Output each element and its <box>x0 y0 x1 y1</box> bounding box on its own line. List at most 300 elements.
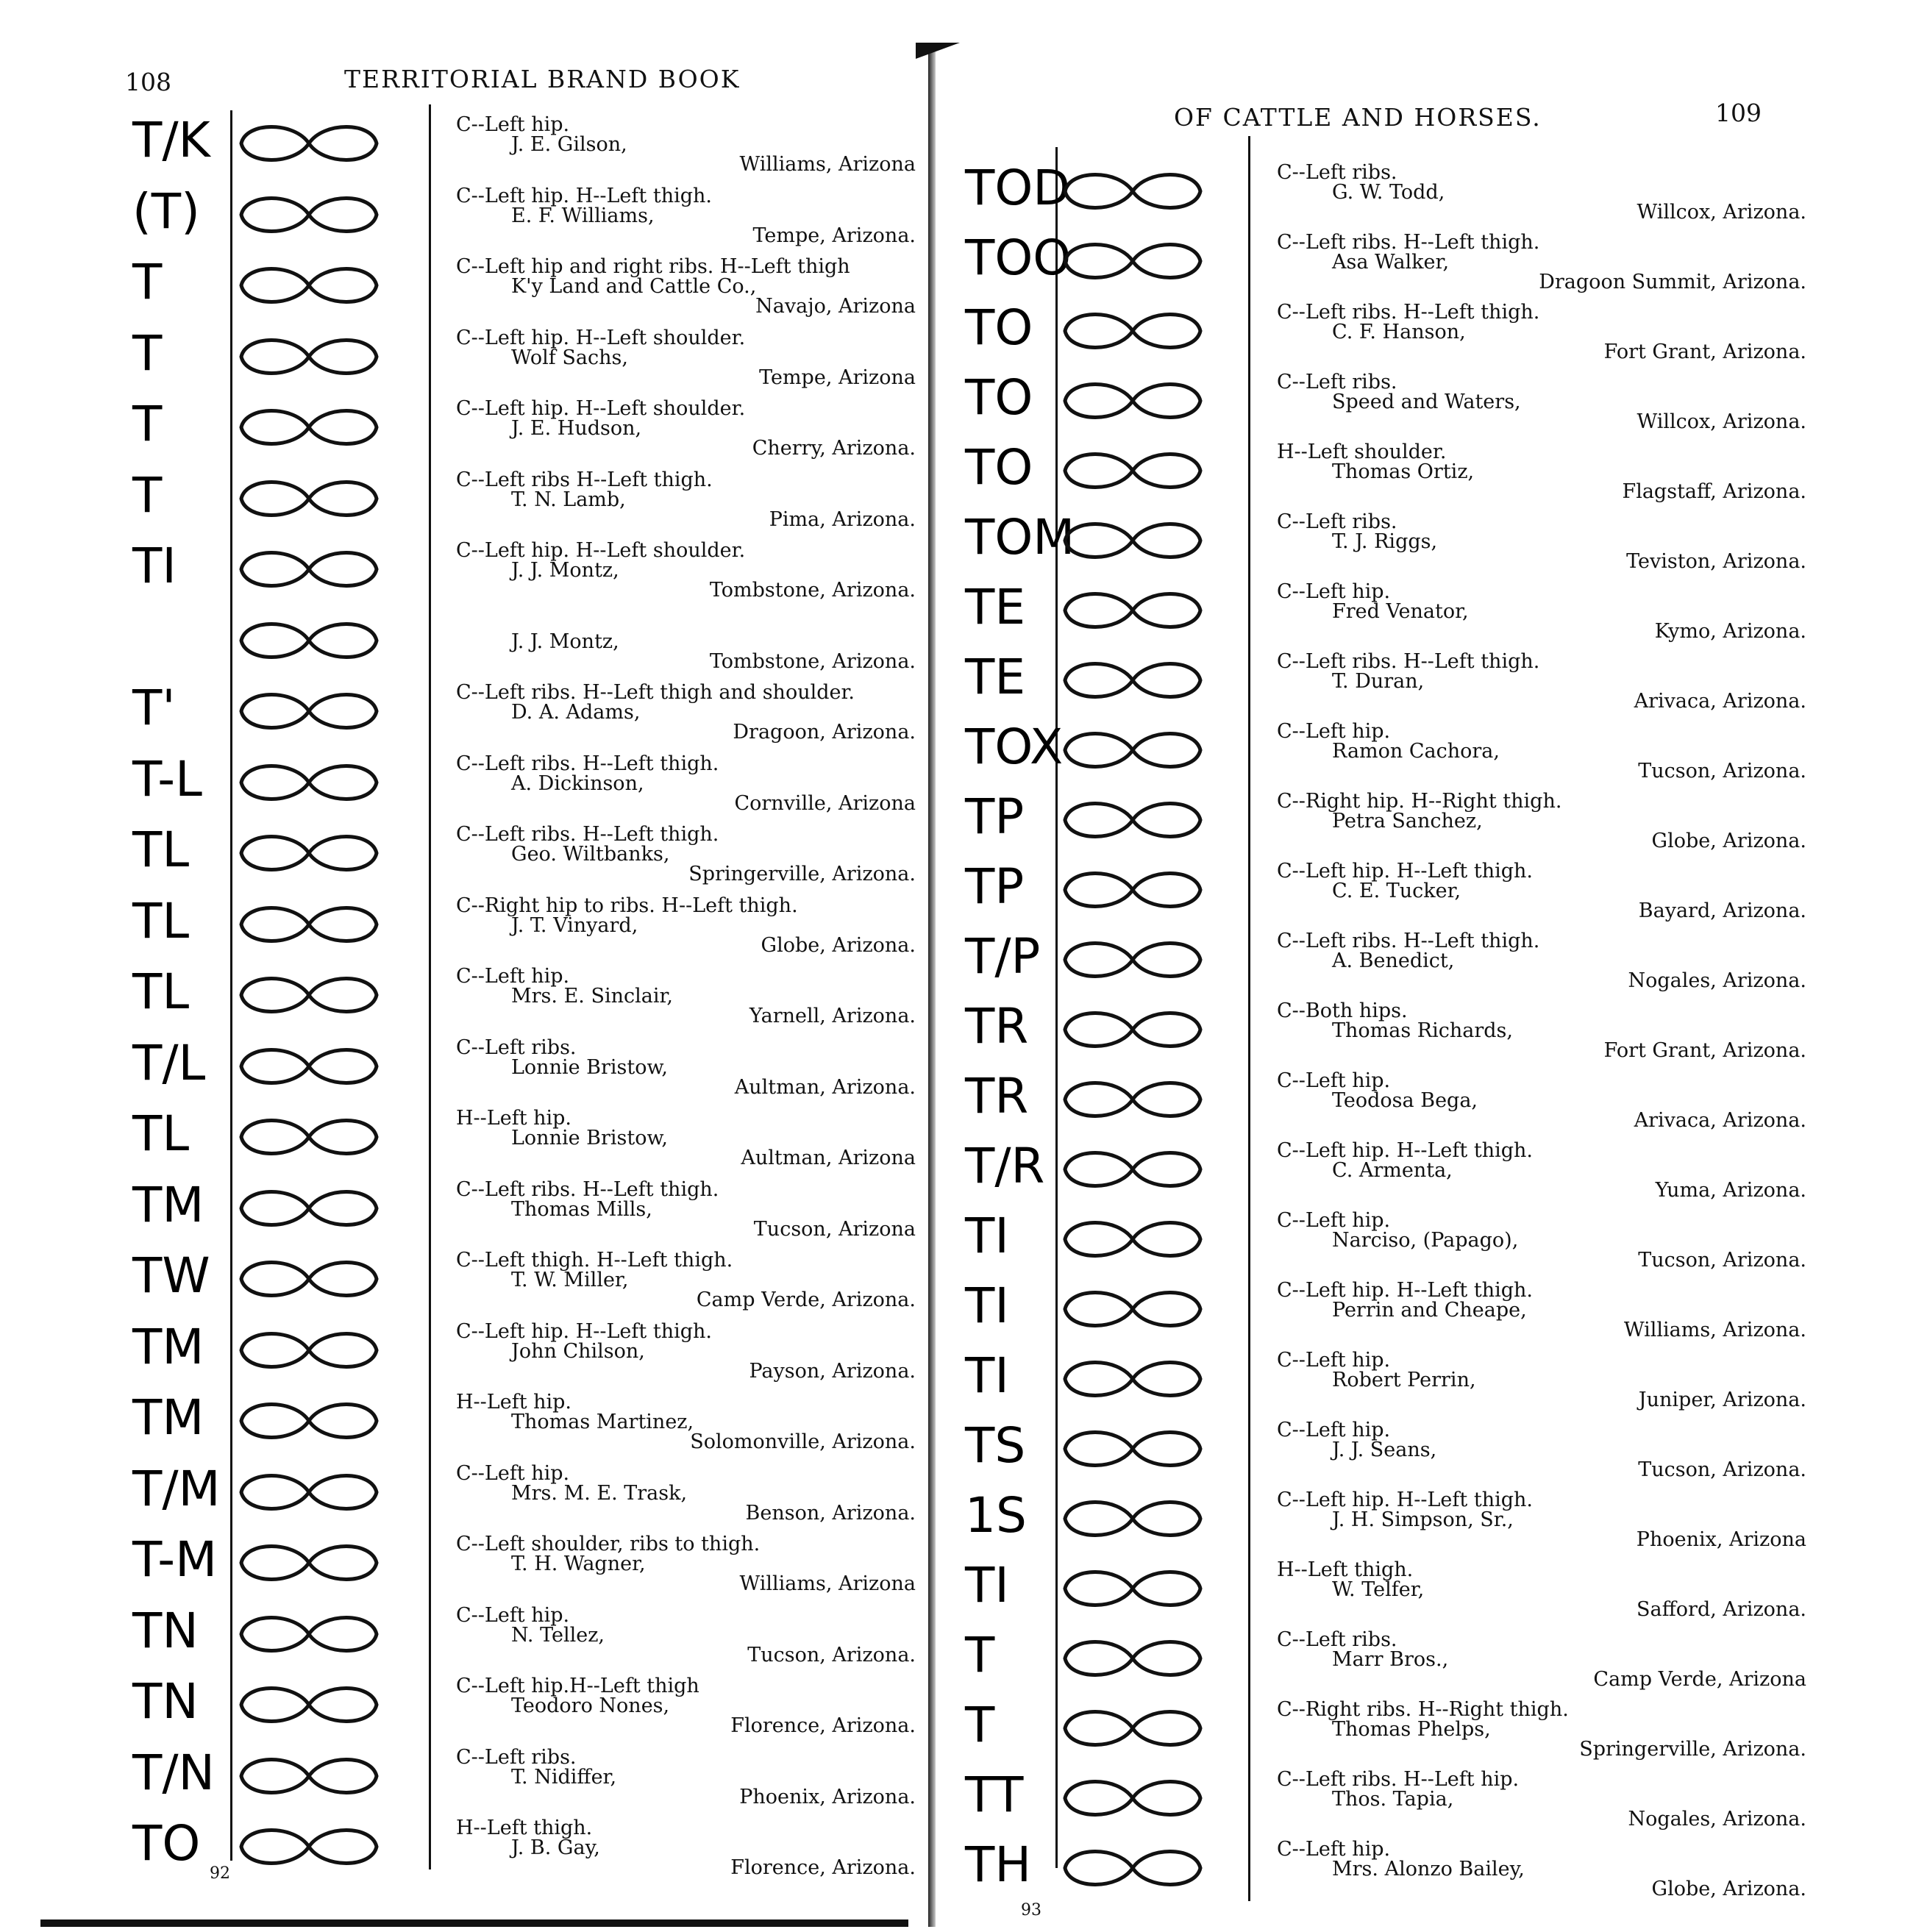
brand-location: C--Left hip. <box>456 1461 570 1485</box>
brand-entry <box>1277 302 1806 362</box>
brand-symbol: TT <box>965 1767 1024 1823</box>
owner-name: Teodosa Bega, <box>1332 1089 1478 1112</box>
brand-location: C--Left hip. H--Left thigh. <box>456 1319 712 1343</box>
earmark-icon <box>1059 1353 1206 1405</box>
owner-name: Geo. Wiltbanks, <box>511 843 670 866</box>
earmark-icon <box>235 1183 382 1234</box>
owner-name: W. Telfer, <box>1332 1578 1425 1601</box>
brand-symbol: TM <box>132 1318 204 1375</box>
owner-address: Arivaca, Arizona. <box>1634 690 1806 713</box>
owner-address: Yarnell, Arizona. <box>749 1005 916 1027</box>
earmark-icon <box>1059 724 1206 776</box>
owner-name: J. J. Montz, <box>511 630 619 653</box>
earmark-icon <box>235 1111 382 1163</box>
owner-address: Kymo, Arizona. <box>1654 620 1806 643</box>
brand-location: C--Left hip and right ribs. H--Left thigh <box>456 255 850 278</box>
owner-name: J. T. Vinyard, <box>511 913 638 937</box>
brand-location: C--Right hip to ribs. H--Left thigh. <box>456 894 798 917</box>
owner-address: Globe, Arizona. <box>1651 1878 1806 1900</box>
column-rule-right <box>1248 136 1250 1901</box>
brand-entry <box>1277 1280 1806 1340</box>
brand-entry <box>1277 372 1806 432</box>
brand-symbol: TOX <box>965 719 1064 775</box>
brand-location: C--Left ribs. <box>1277 1628 1397 1651</box>
brand-symbol: TL <box>132 821 190 878</box>
earmark-icon <box>1059 934 1206 985</box>
brand-entry <box>456 1392 916 1452</box>
brand-location: C--Left ribs. <box>1277 510 1397 533</box>
brand-entry <box>456 541 916 600</box>
page-header-right: OF CATTLE AND HORSES. <box>1174 103 1542 132</box>
earmark-icon <box>235 615 382 666</box>
brand-symbol: TS <box>965 1417 1026 1474</box>
brand-location: H--Left thigh. <box>1277 1558 1414 1581</box>
earmark-icon <box>235 1325 382 1376</box>
earmark-icon <box>235 685 382 737</box>
owner-address: Tucson, Arizona. <box>1638 1249 1806 1272</box>
brand-symbol: TP <box>965 858 1025 915</box>
brand-entry <box>456 328 916 388</box>
brand-entry <box>456 1035 916 1099</box>
earmark-icon <box>1059 1144 1206 1195</box>
brand-symbol: TI <box>965 1347 1009 1404</box>
owner-name: Fred Venator, <box>1332 600 1469 623</box>
brand-entry <box>1277 1350 1806 1410</box>
brand-symbol: T/M <box>132 1460 221 1517</box>
earmark-icon <box>1059 655 1206 706</box>
owner-address: Fort Grant, Arizona. <box>1603 341 1806 363</box>
earmark-icon <box>1059 165 1206 217</box>
brand-entry <box>456 612 916 671</box>
earmark-icon <box>1059 1772 1206 1824</box>
brand-symbol: TI <box>132 538 177 594</box>
brand-entry <box>1277 1211 1806 1270</box>
owner-name: Mrs. E. Sinclair, <box>511 985 673 1008</box>
brand-symbol: 1S <box>965 1487 1027 1544</box>
owner-name: C. Armenta, <box>1332 1159 1453 1182</box>
brand-location: C--Left hip. H--Left thigh. <box>1277 1279 1533 1302</box>
brand-entry <box>1277 1560 1806 1619</box>
brand-location: H--Left thigh. <box>456 1817 593 1839</box>
owner-name: Mrs. M. E. Trask, <box>511 1481 688 1505</box>
brand-entry <box>1277 721 1806 781</box>
earmark-icon <box>1059 585 1206 636</box>
brand-entry <box>456 754 916 813</box>
owner-address: Fort Grant, Arizona. <box>1603 1039 1806 1062</box>
brand-entry <box>456 399 916 458</box>
earmark-icon <box>235 1821 382 1872</box>
owner-address: Cornville, Arizona <box>734 791 916 815</box>
owner-name: K'y Land and Cattle Co., <box>511 275 757 298</box>
brand-entry <box>1277 512 1806 571</box>
earmark-icon <box>235 1466 382 1518</box>
earmark-icon <box>1059 515 1206 566</box>
brand-entry <box>1277 1700 1806 1759</box>
brand-location: C--Left ribs. H--Left thigh. <box>1277 930 1540 952</box>
footnote-left: 92 <box>210 1864 230 1883</box>
owner-address: Springerville, Arizona. <box>688 863 916 885</box>
brand-location: C--Left hip. <box>1277 1419 1391 1441</box>
brand-entry <box>456 682 916 742</box>
left-page <box>0 0 927 1932</box>
brand-location: C--Both hips. <box>1277 999 1408 1022</box>
brand-symbol: T/N <box>132 1744 215 1801</box>
brand-location: C--Left hip. H--Left thigh. <box>1277 1489 1533 1511</box>
brand-entry <box>456 186 916 246</box>
earmark-icon <box>1059 1004 1206 1055</box>
brand-location: C--Right hip. H--Right thigh. <box>1277 790 1562 813</box>
brand-entry <box>1277 652 1806 711</box>
earmark-icon <box>1059 375 1206 427</box>
earmark-icon <box>235 1750 382 1802</box>
brand-location: C--Left hip. <box>1277 1209 1391 1232</box>
owner-address: Tempe, Arizona. <box>752 224 916 247</box>
owner-name: Lonnie Bristow, <box>511 1127 668 1149</box>
owner-name: G. W. Todd, <box>1332 181 1445 204</box>
owner-name: Robert Perrin, <box>1332 1369 1476 1391</box>
earmark-icon <box>1059 794 1206 846</box>
earmark-icon <box>235 402 382 453</box>
brand-entry <box>456 470 916 530</box>
brand-entry <box>1277 232 1806 292</box>
brand-symbol: TE <box>965 579 1026 635</box>
owner-address: Safford, Arizona. <box>1637 1598 1806 1621</box>
earmark-icon <box>1059 1633 1206 1684</box>
brand-symbol: TN <box>132 1673 199 1730</box>
owner-name: A. Benedict, <box>1332 949 1455 972</box>
owner-name: D. A. Adams, <box>511 701 641 724</box>
owner-name: Thomas Ortiz, <box>1332 460 1475 483</box>
brand-symbol: T/R <box>965 1138 1045 1194</box>
brand-symbol: TL <box>132 963 190 1020</box>
brand-symbol: TO <box>965 299 1033 356</box>
page-header-left: TERRITORIAL BRAND BOOK <box>344 65 741 93</box>
brand-entry <box>1277 1490 1806 1550</box>
earmark-icon <box>235 1041 382 1092</box>
owner-name: Thomas Martinez, <box>511 1411 694 1433</box>
brand-symbol: TH <box>965 1836 1031 1893</box>
brand-entry <box>456 966 916 1026</box>
brand-entry <box>1277 1630 1806 1689</box>
owner-name: T. Nidiffer, <box>511 1765 617 1789</box>
brand-symbol: TO <box>132 1815 201 1872</box>
brand-symbol: TE <box>965 649 1026 705</box>
brand-symbol: TM <box>132 1389 204 1446</box>
owner-address: Tempe, Arizona <box>759 366 916 389</box>
brand-entry <box>1277 442 1806 502</box>
brand-entry <box>1277 163 1806 222</box>
owner-address: Springerville, Arizona. <box>1579 1738 1806 1761</box>
brand-location: C--Left hip. <box>1277 1069 1391 1092</box>
brand-symbol: TP <box>965 788 1025 845</box>
brand-entry <box>1277 1071 1806 1130</box>
owner-address: Aultman, Arizona. <box>734 1075 916 1099</box>
owner-address: Cherry, Arizona. <box>752 437 916 460</box>
owner-name: J. E. Gilson, <box>511 133 627 156</box>
brand-location: C--Left ribs. H--Left thigh. <box>456 1177 719 1201</box>
owner-address: Williams, Arizona <box>739 1572 916 1595</box>
earmark-icon <box>1059 1563 1206 1614</box>
brand-symbol: T' <box>132 680 176 736</box>
earmark-icon <box>1059 1283 1206 1335</box>
footnote-right: 93 <box>1021 1901 1041 1919</box>
owner-name: J. J. Seans, <box>1332 1439 1437 1461</box>
earmark-icon <box>235 473 382 524</box>
brand-symbol: TOM <box>965 509 1075 566</box>
owner-name: John Chilson, <box>511 1339 645 1363</box>
owner-name: N. Tellez, <box>511 1623 605 1647</box>
earmark-icon <box>235 118 382 169</box>
brand-location: C--Left hip. H--Left shoulder. <box>456 326 746 349</box>
brand-symbol: TR <box>965 998 1029 1055</box>
owner-name: C. E. Tucker, <box>1332 880 1461 902</box>
earmark-icon <box>1059 1842 1206 1894</box>
owner-address: Benson, Arizona. <box>745 1501 916 1525</box>
owner-address: Juniper, Arizona. <box>1638 1389 1806 1411</box>
owner-name: Petra Sanchez, <box>1332 810 1483 833</box>
brand-symbol: TI <box>965 1557 1009 1614</box>
brand-location: C--Left hip. <box>456 113 570 136</box>
owner-name: Perrin and Cheape, <box>1332 1299 1527 1322</box>
brand-symbol: TL <box>132 892 190 949</box>
brand-location: C--Left hip. H--Left thigh. <box>1277 860 1533 883</box>
brand-symbol: TO <box>965 369 1033 426</box>
owner-name: J. B. Gay, <box>511 1836 600 1859</box>
owner-name: Mrs. Alonzo Bailey, <box>1332 1858 1525 1881</box>
owner-address: Teviston, Arizona. <box>1626 550 1806 573</box>
earmark-icon <box>1059 1423 1206 1475</box>
bottom-rule <box>40 1919 908 1927</box>
earmark-icon <box>235 1608 382 1660</box>
owner-address: Pima, Arizona. <box>769 507 916 531</box>
owner-name: Thos. Tapia, <box>1332 1788 1454 1811</box>
brand-entry <box>456 257 916 316</box>
owner-name: Teodoro Nones, <box>511 1694 670 1717</box>
earmark-icon <box>235 1253 382 1305</box>
earmark-icon <box>235 1537 382 1589</box>
owner-address: Globe, Arizona. <box>761 933 916 957</box>
owner-address: Bayard, Arizona. <box>1638 899 1806 922</box>
earmark-icon <box>235 827 382 879</box>
brand-symbol: T/L <box>132 1034 206 1091</box>
owner-address: Dragoon, Arizona. <box>733 721 916 744</box>
brand-entry <box>1277 1839 1806 1899</box>
owner-name: T. W. Miller, <box>511 1269 629 1291</box>
brand-entry <box>456 1676 916 1736</box>
owner-address: Navajo, Arizona <box>755 295 916 318</box>
owner-name: Asa Walker, <box>1332 251 1450 274</box>
owner-address: Nogales, Arizona. <box>1628 1808 1806 1831</box>
owner-name: Speed and Waters, <box>1332 391 1521 413</box>
owner-address: Tucson, Arizona. <box>1638 1458 1806 1481</box>
owner-address: Arivaca, Arizona. <box>1634 1109 1806 1132</box>
owner-name: C. F. Hanson, <box>1332 321 1466 343</box>
brand-location: C--Left ribs. H--Left thigh. <box>1277 650 1540 673</box>
brand-location: C--Left hip. <box>1277 1349 1391 1372</box>
brand-entry <box>456 1747 916 1807</box>
owner-name: T. H. Wagner, <box>511 1553 646 1575</box>
owner-address: Tucson, Arizona <box>753 1217 916 1241</box>
brand-entry <box>1277 861 1806 921</box>
owner-name: T. N. Lamb, <box>511 488 626 511</box>
owner-address: Camp Verde, Arizona. <box>696 1288 916 1311</box>
brand-location: H--Left hip. <box>456 1107 572 1130</box>
brand-symbol: T <box>132 324 163 382</box>
brand-location: C--Left hip. H--Left shoulder. <box>456 397 746 420</box>
owner-address: Aultman, Arizona <box>741 1147 916 1169</box>
brand-entry <box>1277 1420 1806 1480</box>
brand-location: C--Left ribs. H--Left hip. <box>1277 1768 1520 1791</box>
owner-address: Phoenix, Arizona. <box>739 1785 916 1808</box>
owner-address: Globe, Arizona. <box>1651 830 1806 852</box>
brand-location: C--Left ribs. H--Left thigh. <box>456 823 719 846</box>
brand-entry <box>1277 1001 1806 1061</box>
earmark-icon <box>1059 1703 1206 1754</box>
brand-entry <box>456 1605 916 1665</box>
brand-symbol: TW <box>132 1247 210 1304</box>
owner-address: Phoenix, Arizona <box>1636 1528 1806 1551</box>
brand-location: C--Left ribs. <box>456 1035 577 1059</box>
owner-name: J. E. Hudson, <box>511 417 642 440</box>
brand-entry <box>456 896 916 955</box>
brand-entry <box>456 824 916 884</box>
earmark-icon <box>1059 1213 1206 1265</box>
brand-location: C--Left ribs. <box>1277 161 1397 184</box>
brand-location: C--Left hip. H--Left shoulder. <box>456 539 746 562</box>
brand-entry <box>1277 931 1806 991</box>
brand-entry <box>1277 1141 1806 1200</box>
owner-name: Thomas Mills, <box>511 1197 652 1221</box>
brand-divider-right <box>1055 147 1058 1868</box>
brand-symbol: T-M <box>132 1531 218 1588</box>
owner-address: Yuma, Arizona. <box>1655 1179 1806 1202</box>
brand-entry <box>456 1461 916 1525</box>
owner-name: J. H. Simpson, Sr., <box>1332 1508 1514 1531</box>
owner-address: Florence, Arizona. <box>730 1856 916 1879</box>
brand-location: C--Left hip. <box>1277 1838 1391 1861</box>
earmark-icon <box>235 543 382 595</box>
brand-location: C--Left hip.H--Left thigh <box>456 1675 699 1697</box>
column-rule-left <box>429 104 431 1869</box>
owner-address: Tombstone, Arizona. <box>709 579 916 602</box>
brand-entry <box>456 1818 916 1878</box>
brand-entry <box>456 1108 916 1168</box>
brand-symbol: TN <box>132 1602 199 1659</box>
owner-address: Williams, Arizona <box>739 153 916 176</box>
brand-entry <box>1277 582 1806 641</box>
brand-location: C--Left ribs. <box>456 1745 577 1769</box>
brand-entry <box>456 1250 916 1310</box>
brand-location: C--Left hip. H--Left thigh. <box>1277 1139 1533 1162</box>
brand-symbol: T <box>965 1627 995 1683</box>
brand-divider-left <box>230 110 232 1861</box>
brand-location: C--Left ribs. H--Left thigh. <box>456 752 719 775</box>
owner-name: Thomas Richards, <box>1332 1019 1513 1042</box>
brand-entry <box>456 1319 916 1383</box>
brand-entry <box>456 1177 916 1241</box>
brand-entry <box>1277 1769 1806 1829</box>
brand-location: C--Left hip. <box>1277 720 1391 743</box>
owner-address: Tucson, Arizona. <box>747 1643 916 1667</box>
earmark-icon <box>235 1395 382 1447</box>
owner-name: Narciso, (Papago), <box>1332 1229 1519 1252</box>
owner-name: A. Dickinson, <box>511 771 644 795</box>
earmark-icon <box>1059 235 1206 287</box>
brand-symbol: TI <box>965 1277 1009 1334</box>
brand-symbol: TO <box>965 439 1033 496</box>
brand-entry <box>1277 791 1806 851</box>
owner-address: Nogales, Arizona. <box>1628 969 1806 992</box>
right-page <box>927 0 1916 1932</box>
owner-address: Willcox, Arizona. <box>1637 410 1806 433</box>
earmark-icon <box>1059 1074 1206 1125</box>
brand-symbol: TR <box>965 1068 1029 1124</box>
owner-name: Ramon Cachora, <box>1332 740 1500 763</box>
brand-symbol: TOD <box>965 160 1071 216</box>
brand-location: H--Left shoulder. <box>1277 441 1447 463</box>
owner-address: Tucson, Arizona. <box>1638 760 1806 783</box>
brand-symbol: T/K <box>132 112 210 168</box>
page-number-left: 108 <box>125 68 171 96</box>
brand-location: C--Left ribs. <box>1277 371 1397 393</box>
owner-address: Williams, Arizona. <box>1623 1319 1806 1341</box>
earmark-icon <box>235 189 382 240</box>
brand-location: C--Left ribs H--Left thigh. <box>456 468 713 491</box>
owner-address: Florence, Arizona. <box>730 1714 916 1737</box>
earmark-icon <box>1059 305 1206 357</box>
owner-name: Wolf Sachs, <box>511 346 628 369</box>
owner-name: T. Duran, <box>1332 670 1425 693</box>
brand-location: C--Left hip. <box>456 1603 570 1627</box>
brand-location: C--Left thigh. H--Left thigh. <box>456 1249 733 1272</box>
brand-symbol: T-L <box>132 750 202 808</box>
brand-location: H--Left hip. <box>456 1391 572 1414</box>
owner-address: Willcox, Arizona. <box>1637 201 1806 224</box>
brand-symbol: (T) <box>132 182 200 240</box>
brand-location: C--Right ribs. H--Right thigh. <box>1277 1698 1569 1721</box>
brand-symbol: T <box>132 254 163 310</box>
brand-location: C--Left shoulder, ribs to thigh. <box>456 1533 761 1555</box>
brand-symbol: T <box>132 466 163 524</box>
earmark-icon <box>235 757 382 808</box>
earmark-icon <box>235 969 382 1021</box>
earmark-icon <box>235 260 382 311</box>
brand-location: C--Left hip. <box>456 965 570 988</box>
earmark-icon <box>1059 864 1206 916</box>
owner-name: Marr Bros., <box>1332 1648 1449 1671</box>
earmark-icon <box>235 1679 382 1730</box>
earmark-icon <box>235 899 382 950</box>
earmark-icon <box>235 331 382 382</box>
earmark-icon <box>1059 445 1206 496</box>
earmark-icon <box>1059 1493 1206 1544</box>
owner-address: Camp Verde, Arizona <box>1593 1668 1806 1691</box>
page-number-right: 109 <box>1715 99 1762 127</box>
brand-location: C--Left ribs. H--Left thigh. <box>1277 231 1540 254</box>
owner-name: Thomas Phelps, <box>1332 1718 1491 1741</box>
owner-address: Payson, Arizona. <box>749 1359 916 1383</box>
brand-symbol: TL <box>132 1105 190 1162</box>
brand-symbol: T <box>965 1697 995 1753</box>
owner-address: Dragoon Summit, Arizona. <box>1539 271 1806 293</box>
brand-location: C--Left ribs. H--Left thigh. <box>1277 301 1540 324</box>
brand-symbol: T/P <box>965 928 1041 985</box>
brand-location: C--Left ribs. H--Left thigh and shoulder. <box>456 681 855 704</box>
brand-entry <box>456 1534 916 1594</box>
brand-location: C--Left hip. <box>1277 580 1391 603</box>
owner-name: Lonnie Bristow, <box>511 1055 668 1079</box>
brand-location: C--Left hip. H--Left thigh. <box>456 184 712 207</box>
